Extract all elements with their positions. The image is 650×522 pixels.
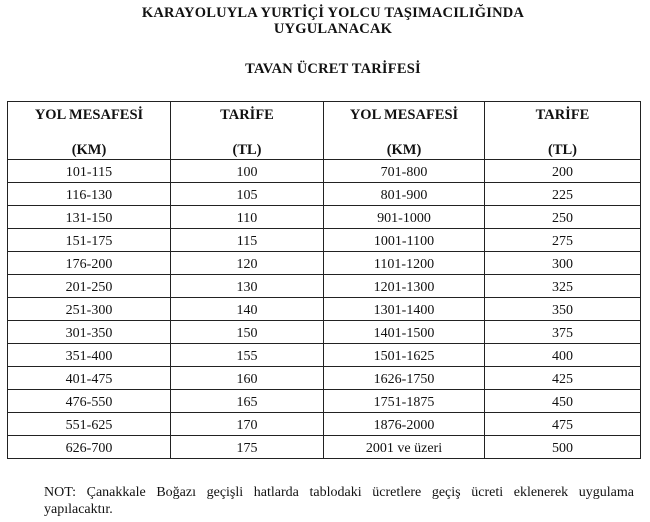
- distance-cell: 1301-1400: [324, 298, 485, 321]
- table-row: [8, 367, 641, 390]
- header-distance-label: YOL MESAFESİ: [349, 107, 459, 123]
- header-fare-unit: (TL): [548, 142, 577, 158]
- header-distance-unit: (KM): [386, 142, 422, 158]
- header-distance-label: YOL MESAFESİ: [34, 107, 144, 123]
- fare-cell: 325: [485, 275, 641, 298]
- table-row: [8, 436, 641, 459]
- fare-cell: 120: [171, 252, 324, 275]
- distance-cell: 1501-1625: [324, 344, 485, 367]
- fare-cell: 350: [485, 298, 641, 321]
- distance-cell: 1626-1750: [324, 367, 485, 390]
- table-row: [8, 344, 641, 367]
- distance-cell: 176-200: [8, 252, 171, 275]
- header-distance-unit: (KM): [71, 142, 107, 158]
- distance-cell: 901-1000: [324, 206, 485, 229]
- distance-cell: 351-400: [8, 344, 171, 367]
- distance-cell: 476-550: [8, 390, 171, 413]
- fare-cell: 100: [171, 160, 324, 183]
- fare-cell: 250: [485, 206, 641, 229]
- table-row: [8, 321, 641, 344]
- distance-cell: 401-475: [8, 367, 171, 390]
- table-row: [8, 252, 641, 275]
- distance-cell: 116-130: [8, 183, 171, 206]
- distance-cell: 1101-1200: [324, 252, 485, 275]
- document-title-line-2: UYGULANACAK: [273, 21, 393, 37]
- distance-cell: 101-115: [8, 160, 171, 183]
- footnote: NOT: Çanakkale Boğazı geçişli hatlarda tablodaki ücretlere geçiş ücreti eklenerek uygulama yapılacaktır.: [44, 485, 634, 517]
- distance-cell: 626-700: [8, 436, 171, 459]
- table-header-row: [8, 102, 641, 160]
- distance-cell: 201-250: [8, 275, 171, 298]
- fare-cell: 375: [485, 321, 641, 344]
- distance-cell: 151-175: [8, 229, 171, 252]
- document-title-line-1: KARAYOLUYLA YURTİÇİ YOLCU TAŞIMACILIĞINDA: [141, 5, 525, 21]
- table-row: [8, 206, 641, 229]
- table-row: [8, 183, 641, 206]
- distance-cell: 1001-1100: [324, 229, 485, 252]
- fare-cell: 160: [171, 367, 324, 390]
- fare-cell: 300: [485, 252, 641, 275]
- fare-cell: 450: [485, 390, 641, 413]
- distance-cell: 1876-2000: [324, 413, 485, 436]
- header-fare-1: [171, 102, 324, 160]
- fare-cell: 130: [171, 275, 324, 298]
- table-row: [8, 298, 641, 321]
- fare-cell: 140: [171, 298, 324, 321]
- fare-cell: 400: [485, 344, 641, 367]
- distance-cell: 2001 ve üzeri: [324, 436, 485, 459]
- fare-cell: 170: [171, 413, 324, 436]
- fare-table: [7, 101, 641, 459]
- fare-cell: 225: [485, 183, 641, 206]
- table-row: [8, 229, 641, 252]
- fare-cell: 500: [485, 436, 641, 459]
- header-fare-label: TARİFE: [535, 107, 590, 123]
- fare-cell: 425: [485, 367, 641, 390]
- fare-cell: 175: [171, 436, 324, 459]
- distance-cell: 301-350: [8, 321, 171, 344]
- distance-cell: 1201-1300: [324, 275, 485, 298]
- fare-cell: 475: [485, 413, 641, 436]
- distance-cell: 1751-1875: [324, 390, 485, 413]
- distance-cell: 551-625: [8, 413, 171, 436]
- table-row: [8, 160, 641, 183]
- document-subtitle: TAVAN ÜCRET TARİFESİ: [245, 61, 421, 77]
- fare-cell: 165: [171, 390, 324, 413]
- fare-cell: 200: [485, 160, 641, 183]
- distance-cell: 801-900: [324, 183, 485, 206]
- table-row: [8, 390, 641, 413]
- distance-cell: 1401-1500: [324, 321, 485, 344]
- distance-cell: 701-800: [324, 160, 485, 183]
- table-row: [8, 275, 641, 298]
- fare-cell: 115: [171, 229, 324, 252]
- distance-cell: 251-300: [8, 298, 171, 321]
- distance-cell: 131-150: [8, 206, 171, 229]
- fare-cell: 275: [485, 229, 641, 252]
- header-fare-label: TARİFE: [220, 107, 274, 123]
- fare-cell: 105: [171, 183, 324, 206]
- header-fare-unit: (TL): [232, 142, 262, 158]
- fare-cell: 155: [171, 344, 324, 367]
- fare-cell: 110: [171, 206, 324, 229]
- header-distance-1: [8, 102, 171, 160]
- header-distance-2: [324, 102, 485, 160]
- table-row: [8, 413, 641, 436]
- fare-cell: 150: [171, 321, 324, 344]
- header-fare-2: [485, 102, 641, 160]
